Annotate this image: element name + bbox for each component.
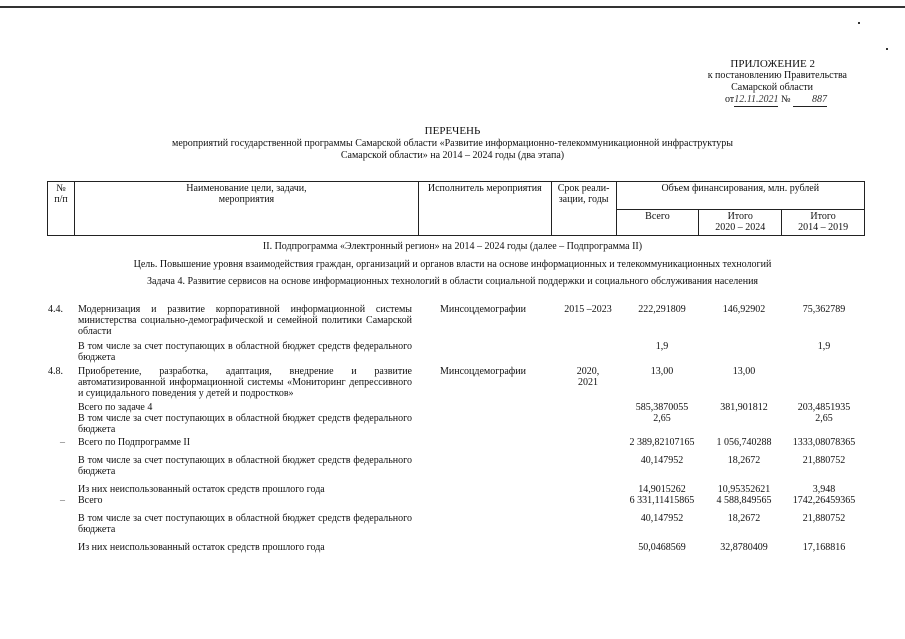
row-2014-2019: 3,948 <box>812 484 836 495</box>
section-goal: Цель. Повышение уровня взаимодействия граждан, организаций и органов власти на основе информационных и телекоммуникационных технологий <box>133 259 772 270</box>
row-total: 6 331,11415865 <box>629 495 695 506</box>
row-name: Из них неиспользованный остаток средств прошлого года <box>78 484 325 495</box>
row-2020-2024: 146,92902 <box>722 304 766 315</box>
row-term: 2015 –2023 <box>564 304 612 315</box>
row-name: Всего <box>78 495 103 506</box>
scan-speck <box>858 22 860 24</box>
margin-mark: – <box>60 495 65 506</box>
row-2020-2024: 4 588,849565 <box>716 495 772 506</box>
row-2020-2024: 381,901812 <box>720 402 768 413</box>
appendix-block <box>708 58 847 107</box>
appendix-line-2: Самарской области <box>731 82 813 93</box>
row-name: Модернизация и развитие корпоративной информационной системы министерства социально-демографической и семейной политики Самарской области <box>78 304 412 337</box>
row-total: 1,9 <box>655 341 669 352</box>
row-name: В том числе за счет поступающих в областной бюджет средств федерального бюджета <box>78 413 412 435</box>
row-2020-2024: 32,8780409 <box>720 542 768 553</box>
row-total: 40,147952 <box>640 513 684 524</box>
row-total: 13,00 <box>650 366 674 377</box>
row-2014-2019: 21,880752 <box>802 513 846 524</box>
scan-top-border <box>0 6 905 8</box>
row-number: 4.4. <box>48 304 63 315</box>
row-2014-2019: 1742,26459365 <box>792 495 856 506</box>
row-total: 50,0468569 <box>638 542 686 553</box>
table-header <box>47 181 865 236</box>
margin-mark: – <box>60 437 65 448</box>
row-total: 2 389,82107165 <box>629 437 695 448</box>
row-2020-2024: 10,95352621 <box>717 484 771 495</box>
appendix-title: ПРИЛОЖЕНИЕ 2 <box>730 58 815 70</box>
doc-title: ПЕРЕЧЕНЬ <box>424 125 481 137</box>
row-total: 14,9015262 <box>638 484 686 495</box>
row-name: В том числе за счет поступающих в областной бюджет средств федерального бюджета <box>78 455 412 477</box>
row-2014-2019: 21,880752 <box>802 455 846 466</box>
row-executor: Минсоцдемографии <box>440 304 526 315</box>
row-2020-2024: 13,00 <box>732 366 756 377</box>
row-2014-2019: 1,9 <box>817 341 831 352</box>
row-2020-2024: 1 056,740288 <box>716 437 772 448</box>
doc-subtitle-2: Самарской области» на 2014 – 2024 годы (два этапа) <box>340 150 565 161</box>
number-label: № <box>780 94 791 105</box>
row-2014-2019: 17,168816 <box>802 542 846 553</box>
header-funding: Объем финансирования, млн. рублей <box>616 182 864 210</box>
section-task: Задача 4. Развитие сервисов на основе информационных технологий в области социальной поддержки и социального обслуживания населения <box>146 276 759 287</box>
row-2014-2019: 1333,08078365 <box>792 437 856 448</box>
row-number: 4.8. <box>48 366 63 377</box>
header-no: № п/п <box>48 182 75 236</box>
row-name: В том числе за счет поступающих в областной бюджет средств федерального бюджета <box>78 341 412 363</box>
row-name: Всего по Подпрограмме II <box>78 437 191 448</box>
row-executor: Минсоцдемографии <box>440 366 526 377</box>
appendix-date-line <box>708 94 827 107</box>
signed-date: 12.11.2021 <box>734 94 779 105</box>
signed-number: 887 <box>793 94 827 107</box>
from-label: от <box>724 94 735 105</box>
row-total: 222,291809 <box>638 304 686 315</box>
row-2014-2019: 203,4851935 <box>797 402 851 413</box>
row-name: Приобретение, разработка, адаптация, внедрение и развитие автоматизированной информационной системы «Мониторинг депрессивного и суицидального поведения у детей и подростков» <box>78 366 412 399</box>
row-term: 2020, 2021 <box>576 366 600 388</box>
row-2014-2019: 75,362789 <box>802 304 846 315</box>
doc-subtitle-1: мероприятий государственной программы Самарской области «Развитие информационно-телекоммуникационной инфраструктуры <box>172 138 733 149</box>
header-total: Всего <box>616 210 699 236</box>
row-total: 2,65 <box>653 413 671 424</box>
header-term: Срок реали- зации, годы <box>551 182 616 236</box>
scan-speck <box>886 48 888 50</box>
row-name: В том числе за счет поступающих в областной бюджет средств федерального бюджета <box>78 513 412 535</box>
section-subprogram: II. Подпрограмма «Электронный регион» на 2014 – 2024 годы (далее – Подпрограмма II) <box>262 241 643 252</box>
row-total: 585,3870055 <box>635 402 689 413</box>
appendix-line-1: к постановлению Правительства <box>707 70 847 81</box>
header-executor: Исполнитель мероприятия <box>418 182 551 236</box>
row-name: Из них неиспользованный остаток средств прошлого года <box>78 542 325 553</box>
row-name: Всего по задаче 4 <box>78 402 153 413</box>
header-name: Наименование цели, задачи, мероприятия <box>74 182 418 236</box>
row-total: 40,147952 <box>640 455 684 466</box>
row-2020-2024: 18,2672 <box>727 455 761 466</box>
header-2020-2024: Итого 2020 – 2024 <box>699 210 782 236</box>
row-2014-2019: 2,65 <box>815 413 833 424</box>
row-2020-2024: 18,2672 <box>727 513 761 524</box>
header-2014-2019: Итого 2014 – 2019 <box>782 210 865 236</box>
